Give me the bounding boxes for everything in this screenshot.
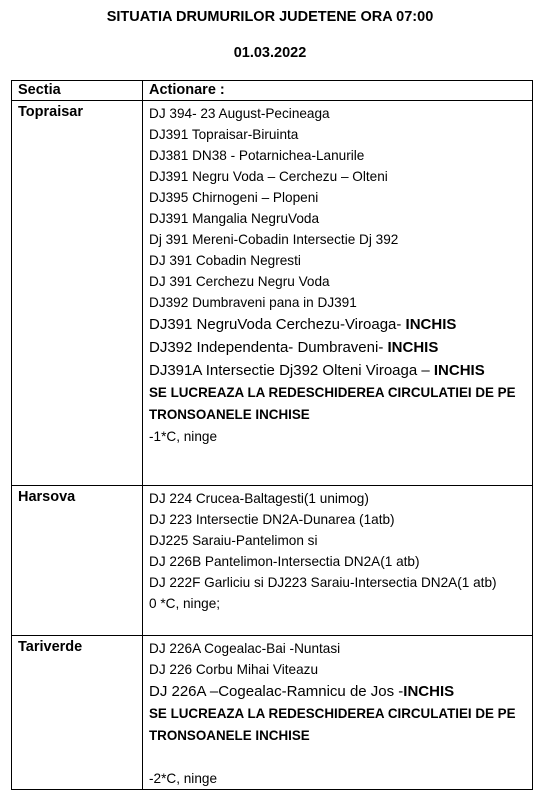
road-line: DJ 391 Cobadin Negresti [149,253,301,268]
road-line: Dj 391 Mereni-Cobadin Intersectie Dj 392 [149,232,399,247]
work-note: SE LUCREAZA LA REDESCHIDEREA CIRCULATIEI DE PE TRONSOANELE INCHISE [149,385,516,422]
road-line: DJ225 Saraiu-Pantelimon si [149,533,318,548]
road-line: DJ391 Mangalia NegruVoda [149,211,320,226]
weather-line: -1*C, ninge [149,429,218,444]
closed-road-text: DJ392 Independenta- Dumbraveni- [149,339,388,356]
document-title: SITUATIA DRUMURILOR JUDETENE ORA 07:00 [106,9,434,25]
road-line: DJ392 Dumbraveni pana in DJ391 [149,295,357,310]
road-line: DJ 391 Cerchezu Negru Voda [149,274,330,289]
road-line: DJ395 Chirnogeni – Plopeni [149,190,319,205]
closed-status: INCHIS [433,362,485,379]
table-header-row [12,81,533,101]
road-line: DJ 226A Cogealac-Bai -Nuntasi [149,641,341,656]
road-line: DJ 223 Intersectie DN2A-Dunarea (1atb) [149,512,395,527]
road-line: DJ 222F Garliciu si DJ223 Saraiu-Intersectia DN2A(1 atb) [149,575,497,590]
closed-status: INCHIS [387,339,439,356]
column-header-actionare: Actionare : [143,81,533,101]
section-actions [143,636,533,790]
road-line: DJ381 DN38 - Potarnichea-Lanurile [149,148,365,163]
weather-line: 0 *C, ninge; [149,596,221,611]
section-actions [143,486,533,636]
road-status-table [11,80,533,790]
road-line: DJ 226B Pantelimon-Intersectia DN2A(1 atb) [149,554,420,569]
table-row [12,101,533,486]
column-header-sectia: Sectia [12,81,143,101]
closed-road-text: DJ391A Intersectie Dj392 Olteni Viroaga – [149,362,434,379]
closed-status: INCHIS [405,316,457,333]
closed-road-text: DJ391 NegruVoda Cerchezu-Viroaga- [149,316,406,333]
weather-line: -2*C, ninge [149,771,218,786]
table-row [12,486,533,636]
road-line: DJ 226 Corbu Mihai Viteazu [149,662,319,677]
section-actions [143,101,533,486]
section-name: Harsova [12,486,143,636]
road-line: DJ391 Negru Voda – Cerchezu – Olteni [149,169,388,184]
road-line: DJ391 Topraisar-Biruinta [149,127,299,142]
closed-road-line [149,313,532,336]
closed-road-line [149,336,532,359]
blank-line [149,747,532,768]
section-name: Topraisar [12,101,143,486]
document-date: 01.03.2022 [233,45,307,61]
closed-road-text: DJ 226A –Cogealac-Ramnicu de Jos - [149,683,404,700]
closed-road-line [149,680,532,703]
table-row [12,636,533,790]
work-note: SE LUCREAZA LA REDESCHIDEREA CIRCULATIEI DE PE TRONSOANELE INCHISE [149,706,516,743]
road-line: DJ 394- 23 August-Pecineaga [149,106,330,121]
road-line: DJ 224 Crucea-Baltagesti(1 unimog) [149,491,369,506]
section-name: Tariverde [12,636,143,790]
closed-road-line [149,359,532,382]
closed-status: INCHIS [403,683,455,700]
